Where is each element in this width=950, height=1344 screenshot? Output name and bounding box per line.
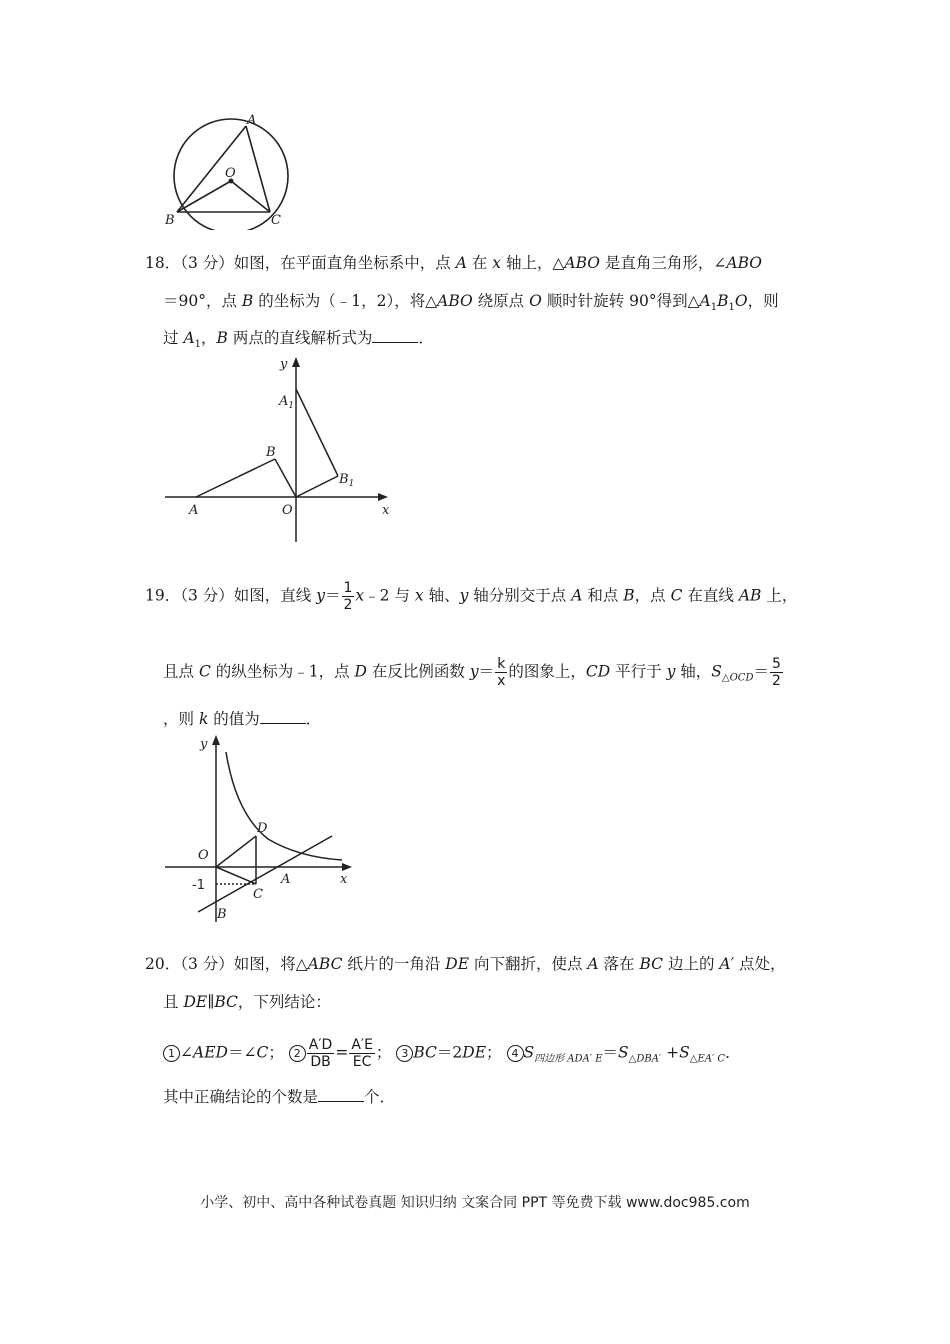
text: ＝90°，点 bbox=[163, 292, 242, 310]
q19-line-2 bbox=[163, 656, 784, 690]
var-b: B bbox=[216, 329, 228, 347]
var-c: C bbox=[198, 662, 211, 681]
question-number: 20． bbox=[145, 955, 181, 973]
numerator: A′D bbox=[308, 1037, 333, 1053]
var-de: DE bbox=[183, 993, 208, 1011]
text: 轴、 bbox=[423, 586, 460, 605]
text: ＝2 bbox=[436, 1043, 463, 1062]
figure-17-circle bbox=[160, 112, 300, 230]
text: 其中正确结论的个数是 bbox=[163, 1088, 319, 1106]
text: 的图象上， bbox=[508, 662, 586, 681]
question-number: 18． bbox=[145, 254, 181, 272]
text: ﹣2 与 bbox=[364, 586, 415, 605]
text: 如图，在平面直角坐标系中，点 bbox=[233, 254, 456, 272]
segment-od bbox=[216, 836, 256, 867]
numerator: 1 bbox=[343, 580, 353, 596]
subscript: 1 bbox=[728, 302, 735, 314]
denominator: EC bbox=[352, 1054, 372, 1070]
text: 两点的直线解析式为 bbox=[227, 329, 373, 347]
segment-oc bbox=[216, 867, 256, 884]
text: 纸片的一角沿 bbox=[342, 955, 446, 973]
q19-line-3 bbox=[163, 708, 321, 730]
var-y: y bbox=[666, 662, 676, 681]
var-s: S bbox=[679, 1043, 690, 1062]
x-axis-arrow bbox=[342, 863, 352, 871]
var-bc: BC bbox=[639, 955, 664, 973]
var-x: x bbox=[355, 586, 365, 605]
numerator: A′E bbox=[351, 1037, 373, 1053]
label-a1: $A_1$ bbox=[279, 394, 295, 411]
segment-a1-b1 bbox=[296, 389, 338, 476]
var-abo: ABO bbox=[437, 292, 473, 310]
segment-ob bbox=[177, 181, 231, 212]
option-4-marker: 4 bbox=[507, 1045, 524, 1062]
segment-ac bbox=[246, 126, 270, 212]
segment-a-b bbox=[196, 459, 275, 497]
x-axis-arrow bbox=[378, 493, 388, 501]
subscript: △OCD bbox=[721, 672, 754, 684]
var-cd: CD bbox=[585, 662, 611, 681]
var-a: A bbox=[587, 955, 599, 973]
text: ＝ bbox=[602, 1043, 619, 1062]
text: 个． bbox=[364, 1088, 396, 1106]
text: 平行于 bbox=[610, 662, 667, 681]
text: 和点 bbox=[582, 586, 624, 605]
label-y: y bbox=[280, 357, 288, 372]
text: 轴， bbox=[675, 662, 712, 681]
label-y: y bbox=[200, 737, 208, 752]
var-k: k bbox=[198, 710, 209, 728]
label-o: O bbox=[225, 166, 236, 181]
option-1-marker: 1 bbox=[163, 1045, 180, 1062]
text: 的值为 bbox=[208, 710, 260, 728]
var-de: DE bbox=[445, 955, 470, 973]
var-x: x bbox=[414, 586, 424, 605]
text: 落在 bbox=[598, 955, 640, 973]
var-y: y bbox=[469, 662, 479, 681]
label-x: x bbox=[340, 872, 348, 887]
denominator: x bbox=[497, 673, 506, 689]
answer-blank bbox=[318, 1087, 364, 1102]
subscript: △EA′ C bbox=[689, 1053, 726, 1065]
var-s: S bbox=[523, 1043, 535, 1062]
denominator: DB bbox=[310, 1054, 331, 1070]
text: = bbox=[335, 1043, 349, 1062]
text: ； bbox=[268, 1043, 284, 1062]
var-s: S bbox=[618, 1043, 629, 1062]
text: ， bbox=[201, 329, 217, 347]
text: ∠ bbox=[180, 1043, 193, 1062]
text: 轴分别交于点 bbox=[468, 586, 572, 605]
text: 在 bbox=[466, 254, 493, 272]
label-b: B bbox=[165, 213, 175, 228]
text: ＝ bbox=[478, 662, 495, 681]
label-a: A bbox=[247, 113, 257, 128]
subscript: △DBA′ bbox=[628, 1053, 662, 1065]
var-b: B bbox=[623, 586, 635, 605]
y-axis-arrow bbox=[292, 357, 300, 367]
var-ab: AB bbox=[738, 586, 762, 605]
fraction-ae-ec bbox=[349, 1037, 375, 1070]
var-a: A bbox=[571, 586, 583, 605]
var-a: A bbox=[455, 254, 467, 272]
var-c: C bbox=[256, 1043, 269, 1062]
label-d: D bbox=[257, 821, 268, 836]
var-o: O bbox=[734, 292, 748, 310]
var-abo: ABO bbox=[564, 254, 600, 272]
var-a-prime: A′ bbox=[719, 955, 735, 973]
label-a: A bbox=[189, 503, 199, 518]
text: ． bbox=[305, 710, 322, 728]
text: 在直线 bbox=[682, 586, 739, 605]
var-bc: BC bbox=[413, 1043, 437, 1062]
label-b1: $B_1$ bbox=[339, 472, 355, 489]
label-c: C bbox=[253, 887, 263, 902]
label-x: x bbox=[382, 503, 390, 518]
text: ，则 bbox=[163, 710, 199, 728]
text: 点处， bbox=[734, 955, 786, 973]
numerator: 5 bbox=[771, 656, 781, 672]
text: ，点 bbox=[634, 586, 671, 605]
q18-line-1 bbox=[145, 252, 762, 274]
q20-line-2 bbox=[163, 991, 331, 1013]
figure-18-coordinate-plane bbox=[160, 352, 400, 544]
subscript: 1 bbox=[710, 302, 718, 314]
answer-blank bbox=[260, 709, 306, 724]
text: 向下翻折，使点 bbox=[469, 955, 588, 973]
var-b: B bbox=[241, 292, 254, 310]
segment-oc bbox=[231, 181, 270, 212]
hyperbola bbox=[226, 752, 342, 860]
text: + bbox=[661, 1043, 680, 1062]
fraction-half bbox=[342, 580, 355, 613]
text: 且点 bbox=[163, 662, 199, 681]
label-b: B bbox=[266, 445, 276, 460]
var-aed: AED bbox=[193, 1043, 228, 1062]
subscript: 四边形 ADA′ E bbox=[534, 1053, 603, 1065]
segment-b1-o bbox=[296, 476, 338, 497]
text: 边上的 bbox=[663, 955, 720, 973]
text: ，下列结论： bbox=[237, 993, 331, 1011]
text: ． bbox=[418, 329, 434, 347]
answer-blank bbox=[372, 328, 418, 343]
var-abc: ABC bbox=[307, 955, 343, 973]
numerator: k bbox=[495, 656, 507, 673]
var-bc: BC bbox=[214, 993, 238, 1011]
text: 是直角三角形，∠ bbox=[599, 254, 727, 272]
var-c: C bbox=[670, 586, 683, 605]
label-a: A bbox=[281, 872, 291, 887]
var-a: A bbox=[699, 292, 711, 310]
var-a: A bbox=[183, 329, 195, 347]
label-minus-one: -1 bbox=[192, 878, 205, 893]
q19-line-1 bbox=[145, 580, 797, 613]
text: ． bbox=[725, 1043, 741, 1062]
score: （3 分） bbox=[180, 955, 234, 973]
line-ab bbox=[198, 836, 332, 912]
q18-line-2 bbox=[163, 290, 779, 319]
y-axis-arrow bbox=[212, 735, 220, 745]
question-number: 19． bbox=[145, 586, 181, 605]
label-o: O bbox=[282, 503, 293, 518]
text: ＝∠ bbox=[227, 1043, 257, 1062]
var-abo: ABO bbox=[726, 254, 762, 272]
subscript: 1 bbox=[194, 339, 202, 351]
text: ； bbox=[486, 1043, 502, 1062]
text: ∥ bbox=[207, 993, 215, 1011]
var-b: B bbox=[717, 292, 729, 310]
segment-b-o bbox=[275, 459, 296, 497]
text: 如图，将△ bbox=[233, 955, 308, 973]
text: ＝ bbox=[324, 586, 341, 605]
text: ，则 bbox=[747, 292, 779, 310]
var-d: D bbox=[354, 662, 367, 681]
label-o: O bbox=[198, 848, 209, 863]
fraction-five-halves bbox=[770, 656, 783, 689]
label-c: C bbox=[271, 213, 281, 228]
text: 过 bbox=[163, 329, 184, 347]
score: （3 分） bbox=[180, 586, 234, 605]
text: 上， bbox=[761, 586, 798, 605]
var-x: x bbox=[492, 254, 502, 272]
text: 顺时针旋转 90°得到△ bbox=[541, 292, 700, 310]
fraction-ad-db bbox=[307, 1037, 335, 1070]
q20-options bbox=[163, 1037, 741, 1071]
var-y: y bbox=[459, 586, 469, 605]
text: ； bbox=[375, 1043, 392, 1062]
text: 在反比例函数 bbox=[366, 662, 470, 681]
q20-line-4 bbox=[163, 1086, 395, 1108]
q20-line-1 bbox=[145, 953, 786, 975]
text: 绕原点 bbox=[472, 292, 530, 310]
figure-19-graph bbox=[160, 732, 360, 924]
score: （3 分） bbox=[180, 254, 234, 272]
option-2-marker: 2 bbox=[289, 1045, 306, 1062]
var-o: O bbox=[529, 292, 542, 310]
text: 的坐标为（﹣1，2），将△ bbox=[253, 292, 438, 310]
var-de: DE bbox=[462, 1043, 487, 1062]
var-s: S bbox=[711, 662, 722, 681]
text: 如图，直线 bbox=[233, 586, 317, 605]
text: 的纵坐标为﹣1，点 bbox=[210, 662, 355, 681]
label-b: B bbox=[217, 907, 227, 922]
text: 轴上，△ bbox=[501, 254, 565, 272]
option-3-marker: 3 bbox=[396, 1045, 413, 1062]
page-footer: 小学、初中、高中各种试卷真题 知识归纳 文案合同 PPT 等免费下载 www.doc985.com bbox=[200, 1195, 750, 1211]
denominator: 2 bbox=[771, 673, 781, 689]
text: ＝ bbox=[753, 662, 769, 681]
denominator: 2 bbox=[343, 597, 353, 613]
fraction-k-over-x bbox=[495, 656, 507, 689]
text: 且 bbox=[163, 993, 184, 1011]
var-y: y bbox=[316, 586, 325, 605]
